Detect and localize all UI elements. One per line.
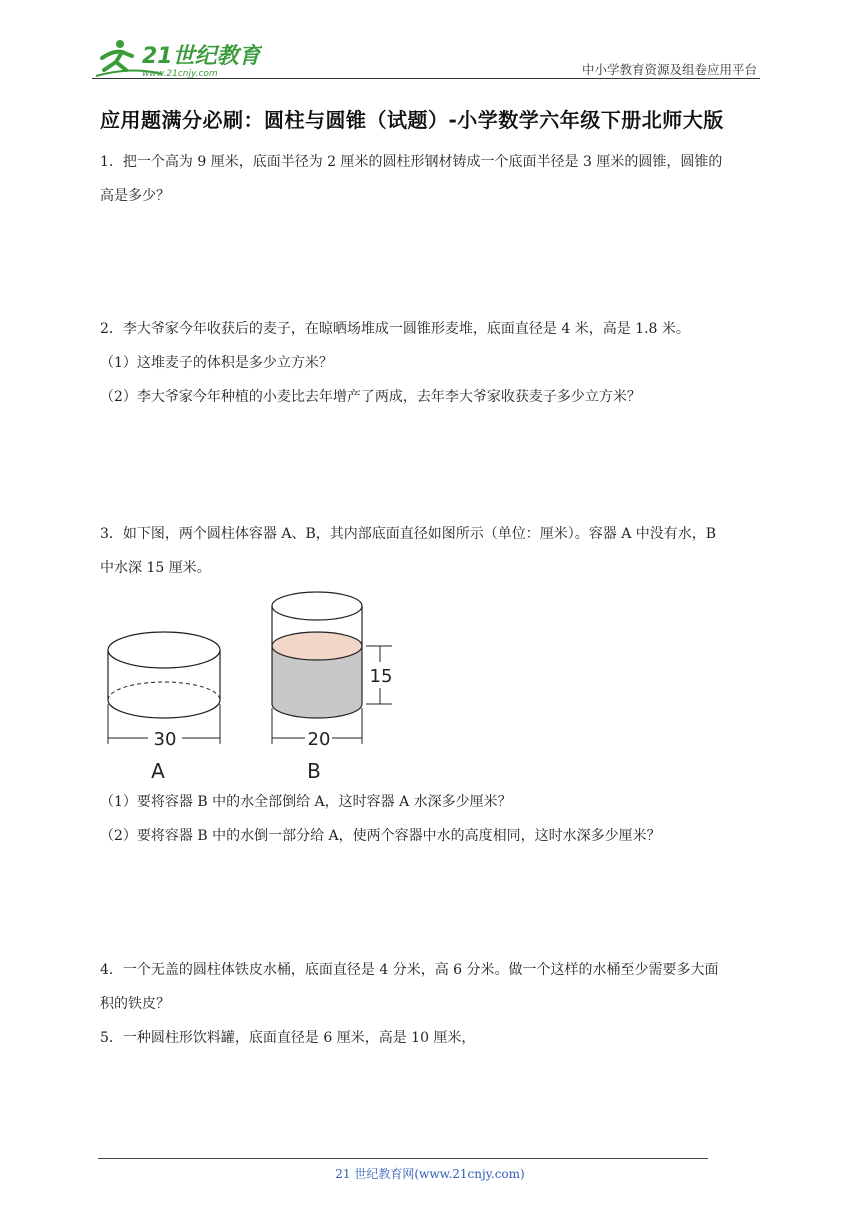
logo-url: www.21cnjy.com [142,69,218,79]
question-3-line1: 3．如下图，两个圆柱体容器 A、B，其内部底面直径如图所示（单位：厘米）。容器 A 中没有水，B [100,526,717,542]
logo-text: 21世纪教育 [142,44,261,69]
question-5-text: 5．一种圆柱形饮料罐，底面直径是 6 厘米，高是 10 厘米， [100,1030,476,1046]
question-4-line1: 4．一个无盖的圆柱体铁皮水桶，底面直径是 4 分米，高 6 分米。做一个这样的水桶至少需要多大面 [100,962,719,978]
question-4 [100,953,768,1021]
question-2-part-1: （1）这堆麦子的体积是多少立方米？ [100,355,333,371]
question-4-line2: 积的铁皮？ [100,996,170,1012]
question-2-part-2: （2）李大爷家今年种植的小麦比去年增产了两成，去年李大爷家收获麦子多少立方米？ [100,389,641,405]
container-a-diameter: 30 [153,729,177,750]
footer-divider [98,1158,708,1159]
container-a [108,632,220,783]
question-2 [100,312,768,414]
footer-link[interactable]: 21 世纪教育网(www.21cnjy.com) [335,1167,525,1181]
question-5 [100,1021,768,1055]
platform-name: 中小学教育资源及组卷应用平台 [581,62,757,77]
question-3-line2: 中水深 15 厘米。 [100,560,211,576]
container-a-label: A [151,759,165,783]
container-b-water-surface [272,632,362,660]
container-b-diameter: 20 [307,729,331,750]
question-1-line1: 1．把一个高为 9 厘米，底面半径为 2 厘米的圆柱形钢材铸成一个底面半径是 3 厘米的圆锥，圆锥的 [100,154,723,170]
question-1-line2: 高是多少？ [100,188,170,204]
container-b [272,592,392,783]
header-divider [92,78,760,79]
container-b-label: B [307,759,321,783]
question-3 [100,517,768,585]
page-title: 应用题满分必刷：圆柱与圆锥（试题）-小学数学六年级下册北师大版 [100,108,724,132]
question-3-part-1: （1）要将容器 B 中的水全部倒给 A，这时容器 A 水深多少厘米？ [100,794,512,810]
question-1 [100,145,768,213]
site-logo [92,36,262,80]
container-b-water-depth: 15 [369,666,393,687]
question-3-parts [100,785,661,853]
question-2-text: 2．李大爷家今年收获后的麦子，在晾晒场堆成一圆锥形麦堆，底面直径是 4 米，高是 1.8 米。 [100,321,690,337]
runner-logo-icon [92,36,262,80]
question-3-part-2: （2）要将容器 B 中的水倒一部分给 A，使两个容器中水的高度相同，这时水深多少厘米？ [100,828,661,844]
cylinder-figure [100,588,400,788]
